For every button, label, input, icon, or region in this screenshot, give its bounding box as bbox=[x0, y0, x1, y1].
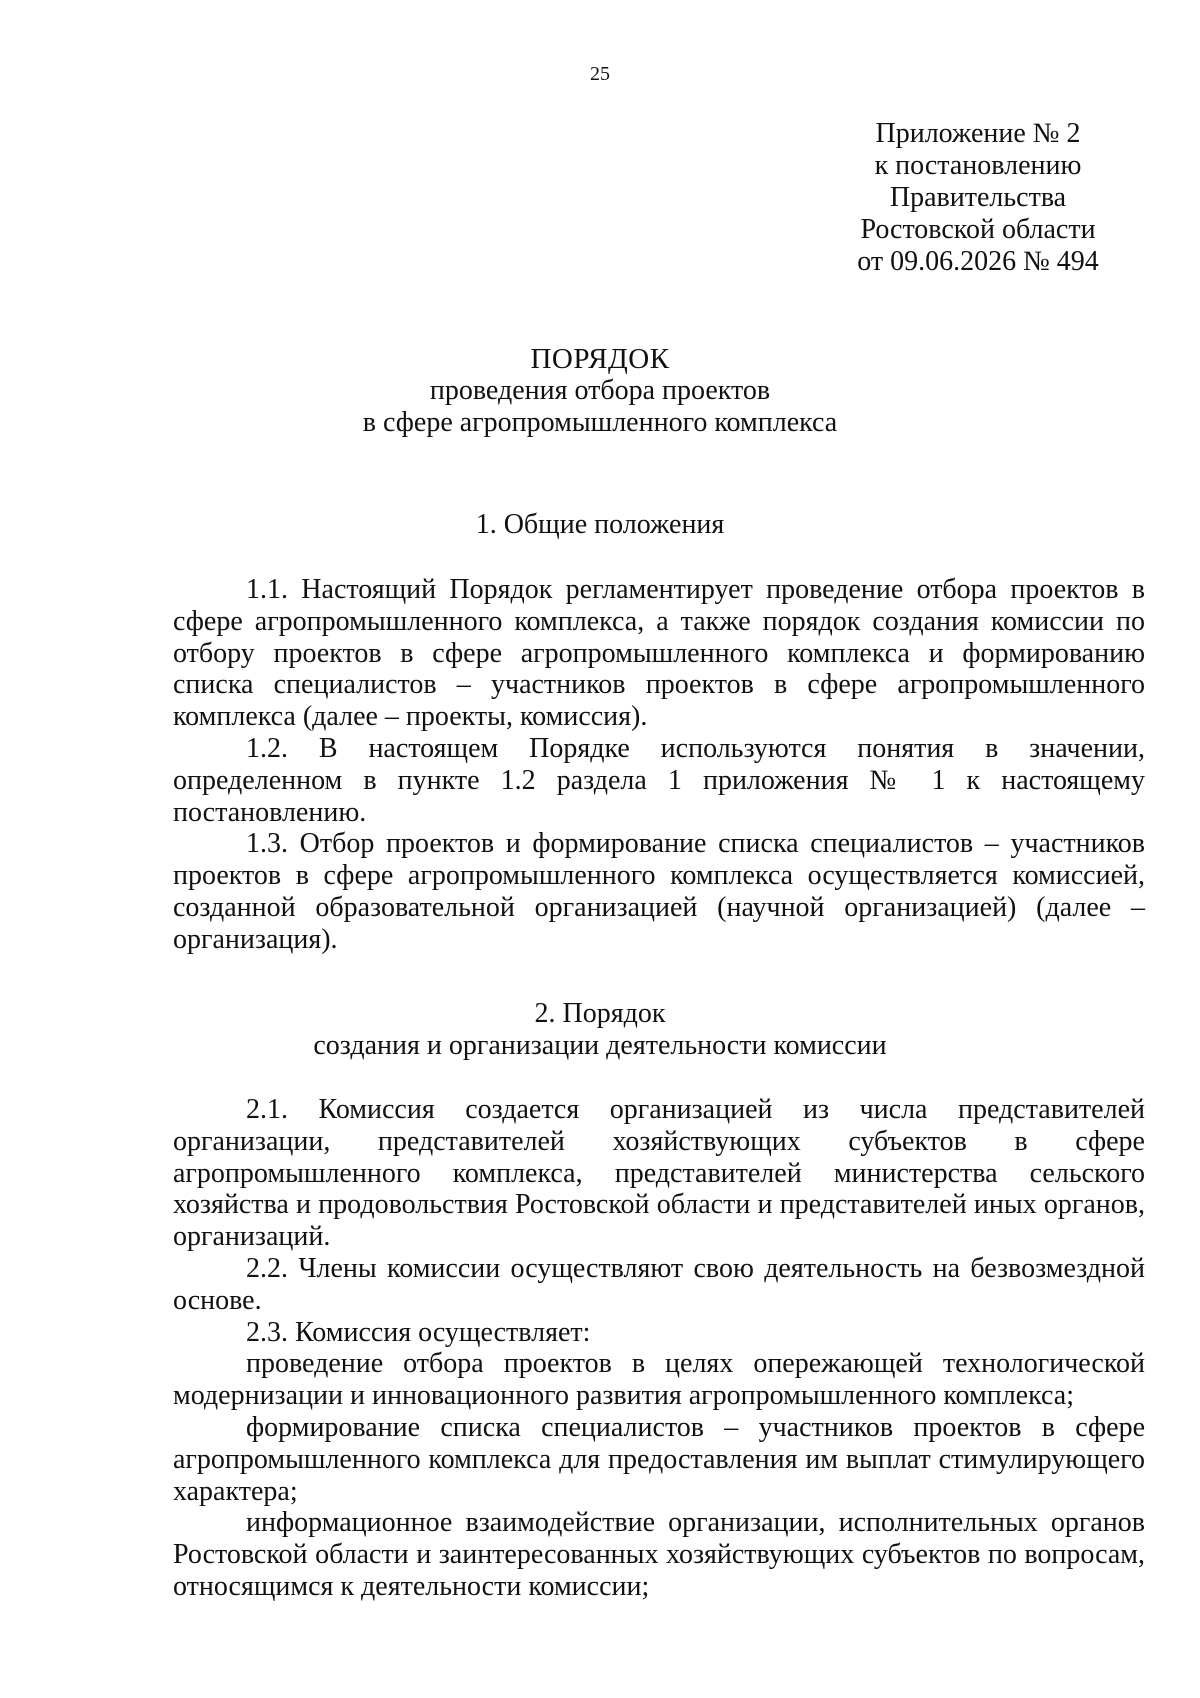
page-number: 25 bbox=[590, 63, 610, 85]
appendix-line: от 09.06.2026 № 494 bbox=[857, 246, 1099, 277]
paragraph-2-2: 2.2. Члены комиссии осуществляют свою деятельность на безвозмездной основе. bbox=[173, 1252, 1145, 1316]
paragraph-1-3: 1.3. Отбор проектов и формирование списка специалистов – участников проектов в сфере агропромышленного комплекса осуществляется комиссией, созданной образовательной организацией (научной организацией) (далее – организация). bbox=[173, 828, 1145, 955]
section-2-heading-line1: 2. Порядок bbox=[534, 998, 666, 1029]
document-title: ПОРЯДОК bbox=[530, 343, 670, 375]
section-1-heading: 1. Общие положения bbox=[475, 509, 725, 540]
appendix-line: Приложение № 2 bbox=[875, 118, 1081, 149]
list-item: проведение отбора проектов в целях опережающей технологической модернизации и инновационного развития агропромышленного комплекса; bbox=[173, 1348, 1145, 1412]
appendix-line: к постановлению bbox=[874, 150, 1082, 181]
appendix-header bbox=[828, 118, 1128, 278]
list-item: формирование списка специалистов – участников проектов в сфере агропромышленного комплекса для предоставления им выплат стимулирующего характера; bbox=[173, 1411, 1145, 1507]
document-title-block bbox=[0, 343, 1200, 439]
paragraph-2-1: 2.1. Комиссия создается организацией из числа представителей организации, представителей хозяйствующих субъектов в сфере агропромышленного комплекса, представителей министерства сельского хозяйства и продовольствия Ростовской области и представителей иных органов, организаций. bbox=[173, 1094, 1145, 1253]
appendix-line: Ростовской области bbox=[860, 214, 1096, 245]
section-2-heading-line2: создания и организации деятельности комиссии bbox=[313, 1030, 887, 1061]
section-2-body bbox=[173, 1094, 1145, 1603]
paragraph-2-3: 2.3. Комиссия осуществляет: bbox=[246, 1316, 591, 1348]
section-1-body bbox=[173, 574, 1145, 956]
paragraph-1-2: 1.2. В настоящем Порядке используются понятия в значении, определенном в пункте 1.2 раздела 1 приложения № 1 к настоящему постановлению. bbox=[173, 732, 1145, 828]
list-item: информационное взаимодействие организации, исполнительных органов Ростовской области и заинтересованных хозяйствующих субъектов по вопросам, относящимся к деятельности комиссии; bbox=[173, 1507, 1145, 1602]
paragraph-1-1: 1.1. Настоящий Порядок регламентирует проведение отбора проектов в сфере агропромышленного комплекса, а также порядок создания комиссии по отбору проектов в сфере агропромышленного комплекса и формированию списка специалистов – участников проектов в сфере агропромышленного комплекса (далее – проекты, комиссия). bbox=[173, 574, 1145, 733]
document-subtitle-line: в сфере агропромышленного комплекса bbox=[362, 407, 838, 438]
appendix-line: Правительства bbox=[889, 182, 1067, 213]
document-subtitle-line: проведения отбора проектов bbox=[429, 375, 771, 406]
